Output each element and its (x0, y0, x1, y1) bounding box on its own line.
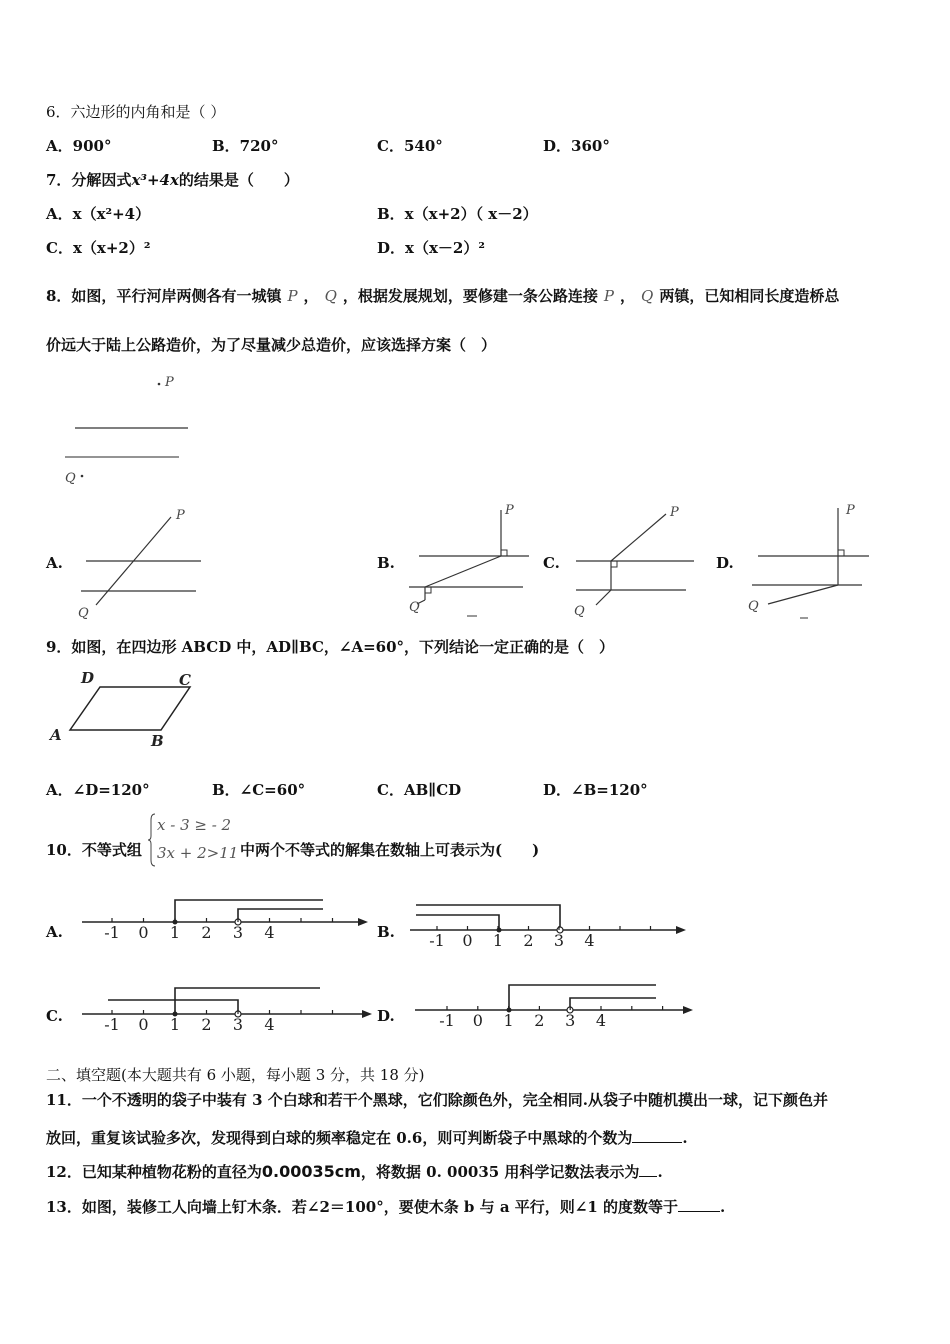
q10-a-tick-label: 1 (169, 923, 181, 942)
q8-c-label-q: Q (574, 604, 585, 619)
q7-stem-expr: x³+4x (131, 171, 179, 189)
q10-inequality-system (147, 812, 242, 868)
q8-comma: ， (303, 287, 319, 305)
q9-option-b: B．∠C=60° (212, 781, 306, 799)
q8-d-label-p: P (846, 503, 855, 518)
q8-point-p (158, 383, 161, 386)
q9-label-d: D (81, 669, 95, 687)
q6-option-a: A．900° (46, 137, 112, 155)
q9-stem: 9．如图，在四边形 ABCD 中，AD∥BC，∠A=60°，下列结论一定正确的是（ ） (46, 638, 615, 656)
q13-end: . (720, 1198, 726, 1216)
q8-c-label-p: P (670, 505, 679, 520)
q10-b-tick-label: 1 (492, 931, 504, 950)
q8-a-label-q: Q (78, 606, 89, 621)
q8-town-q-2: Q (641, 287, 654, 305)
section2-title: 二、填空题(本大题共有 6 小题，每小题 3 分，共 18 分) (46, 1066, 425, 1084)
q12-line (46, 1162, 663, 1182)
q8-point-q (81, 475, 84, 478)
q10-option-b-numberline (408, 895, 698, 955)
q8-option-b-label: B. (377, 554, 395, 572)
q10-c-tick-label: 0 (138, 1015, 149, 1034)
q10-b-tick-label: 0 (462, 931, 473, 950)
q11-answer-blank[interactable] (632, 1128, 682, 1143)
q10-b-tick-label: -1 (429, 931, 445, 950)
q9-label-b: B (151, 732, 164, 750)
q9-option-c: C．AB∥CD (377, 781, 462, 799)
q7-stem-post: 的结果是（ ） (178, 171, 299, 189)
q10-option-c-numberline (80, 978, 370, 1038)
q10-c-tick-label: -1 (104, 1015, 120, 1034)
q8-line1-c: 两镇，已知相同长度造桥总 (659, 287, 840, 305)
q8-town-p-2: P (603, 287, 614, 305)
q8-b-label-q: Q (409, 600, 420, 615)
q8-comma-2: ， (619, 287, 635, 305)
q10-a-tick-label: 2 (201, 923, 212, 942)
q9-label-a: A (50, 726, 62, 744)
q10-c-tick-label: 1 (169, 1015, 181, 1034)
q10-b-tick-label: 4 (584, 931, 595, 950)
q13-answer-blank[interactable] (678, 1197, 720, 1212)
q7-stem (46, 170, 299, 190)
q10-option-b-label: B. (377, 923, 395, 941)
q10-ineq-2: 3x + 2>11 (157, 844, 239, 862)
q10-option-c-label: C. (46, 1007, 63, 1025)
q11-line2-text: 放回，重复该试验多次，发现得到白球的频率稳定在 0.6，则可判断袋子中黑球的个数为 (46, 1129, 633, 1147)
q10-d-tick-label: 3 (565, 1011, 576, 1030)
q10-d-tick-label: 2 (534, 1011, 545, 1030)
q13-line (46, 1197, 725, 1217)
q10-d-tick-label: -1 (439, 1011, 455, 1030)
q10-a-tick-label: 0 (138, 923, 149, 942)
q8-option-c-figure (566, 500, 701, 620)
q10-option-d-label: D. (377, 1007, 395, 1025)
q8-option-a-label: A. (46, 554, 63, 572)
q9-label-c: C (179, 671, 191, 689)
q7-option-c: C．x（x+2）² (46, 239, 151, 257)
q10-c-tick-label: 4 (264, 1015, 275, 1034)
q12-answer-blank[interactable] (639, 1162, 657, 1177)
q6-option-b: B．720° (212, 137, 279, 155)
q10-c-tick-label: 2 (201, 1015, 212, 1034)
q10-stem-pre: 10．不等式组 (46, 841, 142, 859)
q8-main-figure (55, 372, 205, 492)
q10-a-tick-label: 4 (264, 923, 275, 942)
q10-option-d-numberline (413, 978, 703, 1038)
q8-label-p: P (165, 375, 174, 390)
q9-parallelogram-figure (48, 664, 208, 754)
q10-option-a-label: A. (46, 923, 63, 941)
q7-option-b: B．x（x+2）（ x－2） (377, 205, 538, 223)
q10-a-tick-label: -1 (104, 923, 120, 942)
q11-line1: 11．一个不透明的袋子中装有 3 个白球和若干个黑球，它们除颜色外，完全相同.从袋子中随机摸出一球，记下颜色并 (46, 1091, 828, 1109)
q12-value: 0.00035cm (261, 1162, 361, 1181)
q6-option-c: C．540° (377, 137, 443, 155)
q10-a-tick-label: 3 (232, 923, 244, 942)
q8-option-c-label: C. (543, 554, 560, 572)
q10-c-tick-label: 3 (232, 1015, 244, 1034)
q10-b-tick-label: 2 (523, 931, 534, 950)
q8-b-label-p: P (505, 503, 514, 518)
q6-stem: 6．六边形的内角和是（ ） (46, 103, 226, 121)
q7-option-d: D．x（x－2）² (377, 239, 485, 257)
q12-end: . (657, 1163, 663, 1181)
q10-ineq-1: x - 3 ≥ - 2 (157, 816, 232, 834)
q9-option-d: D．∠B=120° (543, 781, 648, 799)
q8-option-a-figure (76, 505, 206, 620)
q10-d-tick-label: 4 (595, 1011, 607, 1030)
q10-d-tick-label: 0 (472, 1011, 483, 1030)
q10-stem-post: 中两个不等式的解集在数轴上可表示为( ) (240, 841, 540, 859)
q8-option-d-figure (744, 500, 874, 620)
q8-line1-b: ，根据发展规划，要修建一条公路连接 (342, 287, 598, 305)
q11-end: . (682, 1129, 688, 1147)
q9-option-a: A．∠D=120° (46, 781, 150, 799)
q10-b-tick-label: 3 (553, 931, 565, 950)
q7-stem-pre: 7．分解因式 (46, 171, 132, 189)
q6-option-d: D．360° (543, 137, 610, 155)
q11-line2 (46, 1128, 688, 1148)
q8-a-label-p: P (176, 508, 185, 523)
q8-label-q: Q (65, 471, 76, 486)
q10-option-a-numberline (80, 892, 370, 952)
q8-line1-a: 8．如图，平行河岸两侧各有一城镇 (46, 287, 282, 305)
q12-pre: 12．已知某种植物花粉的直径为 (46, 1163, 262, 1181)
q8-option-d-label: D. (716, 554, 734, 572)
q8-town-q: Q (324, 287, 337, 305)
q7-option-a: A．x（x²+4） (46, 205, 151, 223)
q8-line1 (46, 286, 839, 306)
q12-post: ，将数据 0. 00035 用科学记数法表示为 (360, 1163, 640, 1181)
q8-town-p: P (287, 287, 298, 305)
q13-pre: 13．如图，装修工人向墙上钉木条．若∠2＝100°，要使木条 b 与 a 平行，则∠1 的度数等于 (46, 1198, 679, 1216)
q8-line2: 价远大于陆上公路造价，为了尽量减少总造价，应该选择方案（ ） (46, 336, 497, 354)
q8-d-label-q: Q (748, 599, 759, 614)
q10-d-tick-label: 1 (503, 1011, 514, 1030)
q8-option-b-figure (405, 500, 535, 620)
